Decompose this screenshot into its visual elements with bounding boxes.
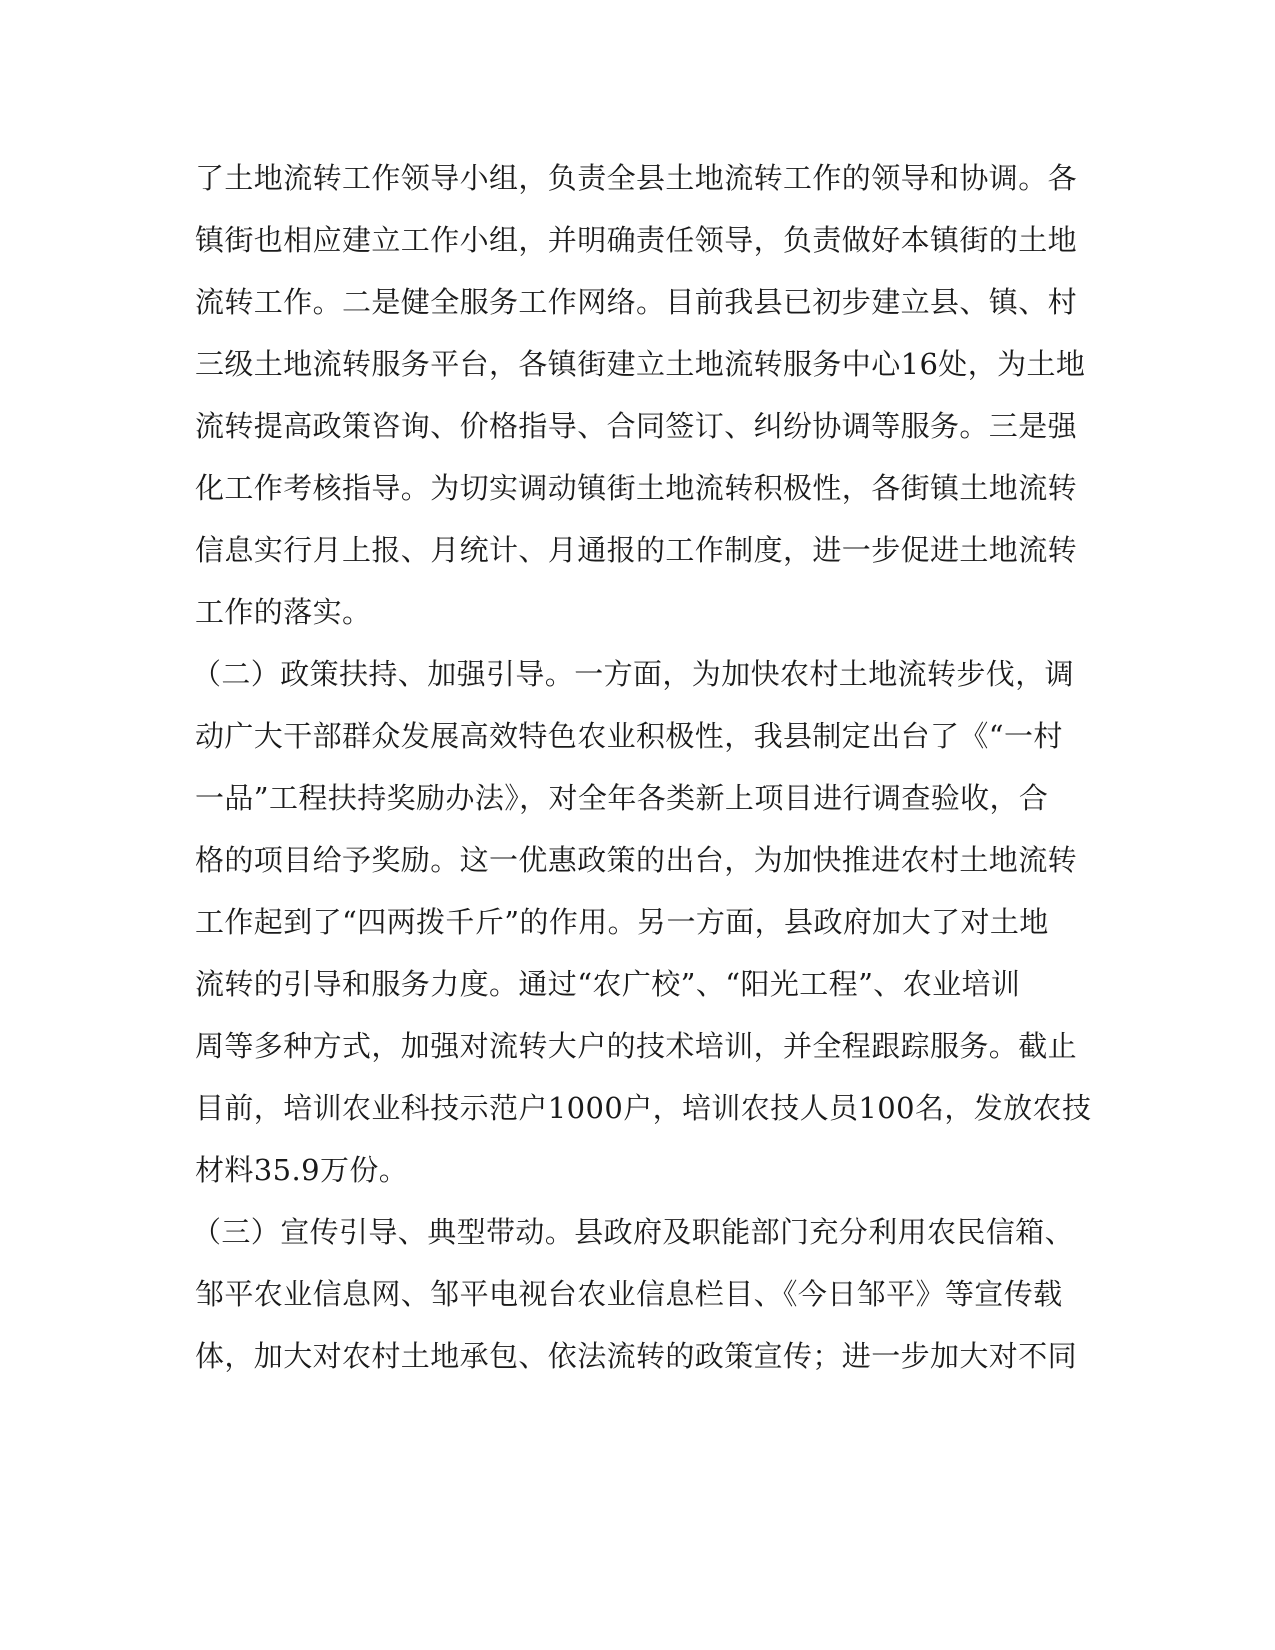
section-heading-line: （二）政策扶持、加强引导。一方面，为加快农村土地流转步伐，调 [192,657,1075,691]
text-line: 三级土地流转服务平台，各镇街建立土地流转服务中心16处，为土地 [195,347,1086,381]
text-line: 信息实行月上报、月统计、月通报的工作制度，进一步促进土地流转 [195,533,1078,567]
text-line: 工作的落实。 [195,595,372,629]
text-line: 工作起到了“四两拨千斤”的作用。另一方面，县政府加大了对土地 [195,905,1049,939]
text-line: 流转的引导和服务力度。通过“农广校”、“阳光工程”、农业培训 [195,967,1021,1001]
text-line: 一品”工程扶持奖励办法》，对全年各类新上项目进行调查验收，合 [195,781,1049,815]
text-line: 了土地流转工作领导小组，负责全县土地流转工作的领导和协调。各 [195,161,1078,195]
section-heading-line: （三）宣传引导、典型带动。县政府及职能部门充分利用农民信箱、 [192,1215,1075,1249]
text-line: 材料35.9万份。 [195,1153,409,1187]
text-line: 镇街也相应建立工作小组，并明确责任领导，负责做好本镇街的土地 [195,223,1078,257]
text-line: 体，加大对农村土地承包、依法流转的政策宣传；进一步加大对不同 [195,1339,1078,1373]
text-line: 化工作考核指导。为切实调动镇街土地流转积极性，各街镇土地流转 [195,471,1078,505]
text-line: 格的项目给予奖励。这一优惠政策的出台，为加快推进农村土地流转 [195,843,1078,877]
text-line: 流转提高政策咨询、价格指导、合同签订、纠纷协调等服务。三是强 [195,409,1078,443]
text-line: 动广大干部群众发展高效特色农业积极性，我县制定出台了《“一村 [195,719,1063,753]
text-line: 邹平农业信息网、邹平电视台农业信息栏目、《今日邹平》等宣传载 [195,1277,1063,1311]
text-line: 目前，培训农业科技示范户1000户，培训农技人员100名，发放农技 [195,1091,1092,1125]
text-line: 周等多种方式，加强对流转大户的技术培训，并全程跟踪服务。截止 [195,1029,1078,1063]
text-line: 流转工作。二是健全服务工作网络。目前我县已初步建立县、镇、村 [195,285,1078,319]
